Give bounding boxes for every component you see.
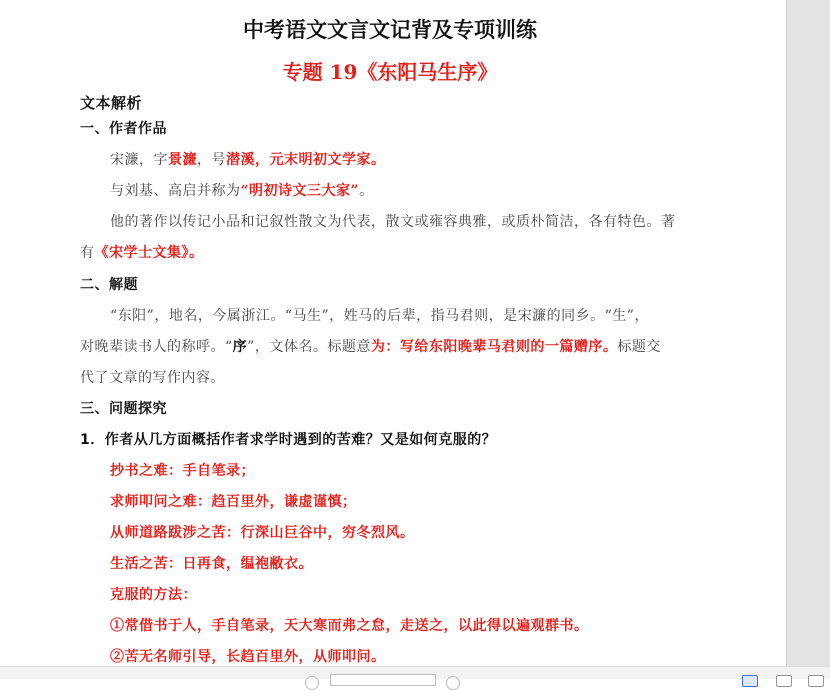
works-line-2 xyxy=(80,242,204,262)
highlight-run: 景濂 xyxy=(168,152,197,168)
question-1: 1．作者从几方面概括作者求学时遇到的苦难？又是如何克服的？ xyxy=(80,432,497,448)
document-title: 中考语文文言文记背及专项训练 xyxy=(243,18,537,42)
highlight-run: 潜溪，元末明初文学家。 xyxy=(226,152,386,168)
section-2-heading: 二、解题 xyxy=(80,277,138,293)
title-explain-line-2 xyxy=(80,336,661,356)
text-run: 标题交 xyxy=(617,339,661,355)
two-page-view-icon[interactable] xyxy=(776,675,792,687)
author-line xyxy=(110,149,386,169)
section-3-heading: 三、问题探究 xyxy=(80,401,167,417)
text-run: 有 xyxy=(80,245,95,261)
page-view-icon[interactable] xyxy=(742,675,758,687)
answer-line: 克服的方法： xyxy=(110,587,197,603)
highlight-run: 《宋学士文集》。 xyxy=(94,245,204,261)
text-run: ”，文体名。标题意 xyxy=(247,339,371,355)
book-view-icon[interactable] xyxy=(808,675,824,687)
text-run: 。 xyxy=(359,183,374,199)
prev-page-icon[interactable] xyxy=(305,676,319,690)
title-explain-line-1: “东阳”，地名，今属浙江。“马生”，姓马的后辈，指马君则，是宋濂的同乡。“生”， xyxy=(110,308,649,324)
title-explain-line-3: 代了文章的写作内容。 xyxy=(80,370,225,386)
works-line-1: 他的著作以传记小品和记叙性散文为代表，散文或雍容典雅，或质朴简洁，各有特色。著 xyxy=(110,214,676,230)
status-bar xyxy=(0,666,830,679)
answer-line: 从师道路跋涉之苦：行深山巨谷中，穷冬烈风。 xyxy=(110,525,415,541)
highlight-run: “明初诗文三大家” xyxy=(240,183,360,199)
section-main-heading: 文本解析 xyxy=(80,94,143,112)
text-run: 宋濂，字 xyxy=(110,152,168,168)
document-subtitle: 专题 19《东阳马生序》 xyxy=(282,60,498,84)
bold-run: 序 xyxy=(232,339,248,355)
answer-line: 求师叩问之难：趋百里外，谦虚谨慎； xyxy=(110,494,357,510)
text-run: ，号 xyxy=(197,152,226,168)
vertical-scrollbar[interactable] xyxy=(786,0,830,666)
next-page-icon[interactable] xyxy=(446,676,460,690)
answer-line: ①常借书于人，手自笔录，天大寒而弗之怠，走送之，以此得以遍观群书。 xyxy=(110,618,589,634)
answer-line: 生活之苦：日再食，缊袍敝衣。 xyxy=(110,556,313,572)
text-run: 对晚辈读书人的称呼。“ xyxy=(80,339,233,355)
page-number-input[interactable] xyxy=(330,674,436,686)
answer-line: 抄书之难：手自笔录； xyxy=(110,463,255,479)
text-run: 与刘基、高启并称为 xyxy=(110,183,241,199)
answer-line: ②苦无名师引导，长趋百里外，从师叩问。 xyxy=(110,649,386,665)
section-1-heading: 一、作者作品 xyxy=(80,121,167,137)
peers-line xyxy=(110,180,374,200)
highlight-run: 为：写给东阳晚辈马君则的一篇赠序。 xyxy=(370,339,618,355)
